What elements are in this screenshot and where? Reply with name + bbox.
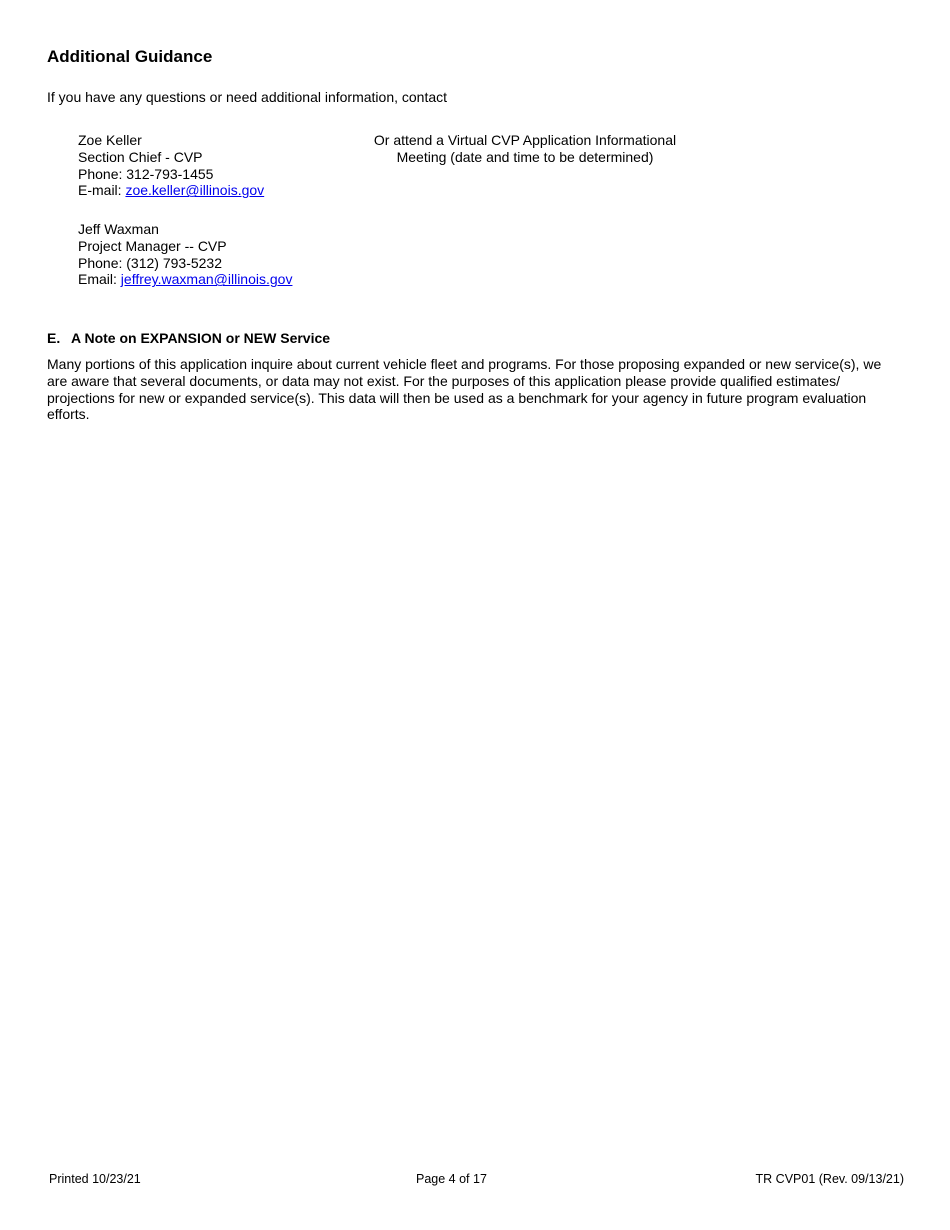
intro-text: If you have any questions or need additional information, contact [47, 89, 448, 105]
meeting-line-1: Or attend a Virtual CVP Application Informational [373, 132, 677, 148]
paragraph-line: efforts. [47, 406, 90, 423]
contact-card-jeff-waxman [78, 221, 292, 288]
contact-name: Zoe Keller [78, 132, 142, 148]
contact-phone: Phone: (312) 793-5232 [78, 254, 222, 271]
contact-name: Jeff Waxman [78, 221, 159, 237]
paragraph-line: projections for new or expanded service(s). This data will then be used as a benchmark for your agency in future program evaluation [47, 389, 867, 406]
footer-printed-date: Printed 10/23/21 [49, 1172, 141, 1186]
contact-email-line [78, 271, 292, 288]
email-link-jeff-waxman[interactable]: jeffrey.waxman@illinois.gov [120, 271, 293, 288]
email-link-zoe-keller[interactable]: zoe.keller@illinois.gov [125, 182, 265, 199]
section-e-paragraph [47, 356, 907, 423]
contact-card-zoe-keller [78, 132, 264, 199]
footer-form-id: TR CVP01 (Rev. 09/13/21) [755, 1172, 904, 1186]
email-label: Email: [78, 271, 121, 288]
virtual-meeting-note [372, 132, 678, 166]
contact-title: Project Manager -- CVP [78, 237, 227, 254]
contact-phone: Phone: 312-793-1455 [78, 165, 214, 182]
email-label: E-mail: [78, 182, 126, 199]
paragraph-line: are aware that several documents, or data may not exist. For the purposes of this application please provide qualified estimates/ [47, 372, 840, 389]
page-heading: Additional Guidance [47, 47, 213, 66]
section-e-title [47, 330, 330, 346]
paragraph-line: Many portions of this application inquire about current vehicle fleet and programs. For those proposing expanded or new service(s), we [47, 356, 882, 372]
section-letter: E. [47, 330, 61, 346]
section-title-text: A Note on EXPANSION or NEW Service [71, 330, 331, 346]
meeting-line-2: Meeting (date and time to be determined) [396, 148, 654, 165]
footer-page-number: Page 4 of 17 [416, 1172, 487, 1186]
contact-email-line [78, 182, 264, 199]
contact-title: Section Chief - CVP [78, 148, 203, 165]
